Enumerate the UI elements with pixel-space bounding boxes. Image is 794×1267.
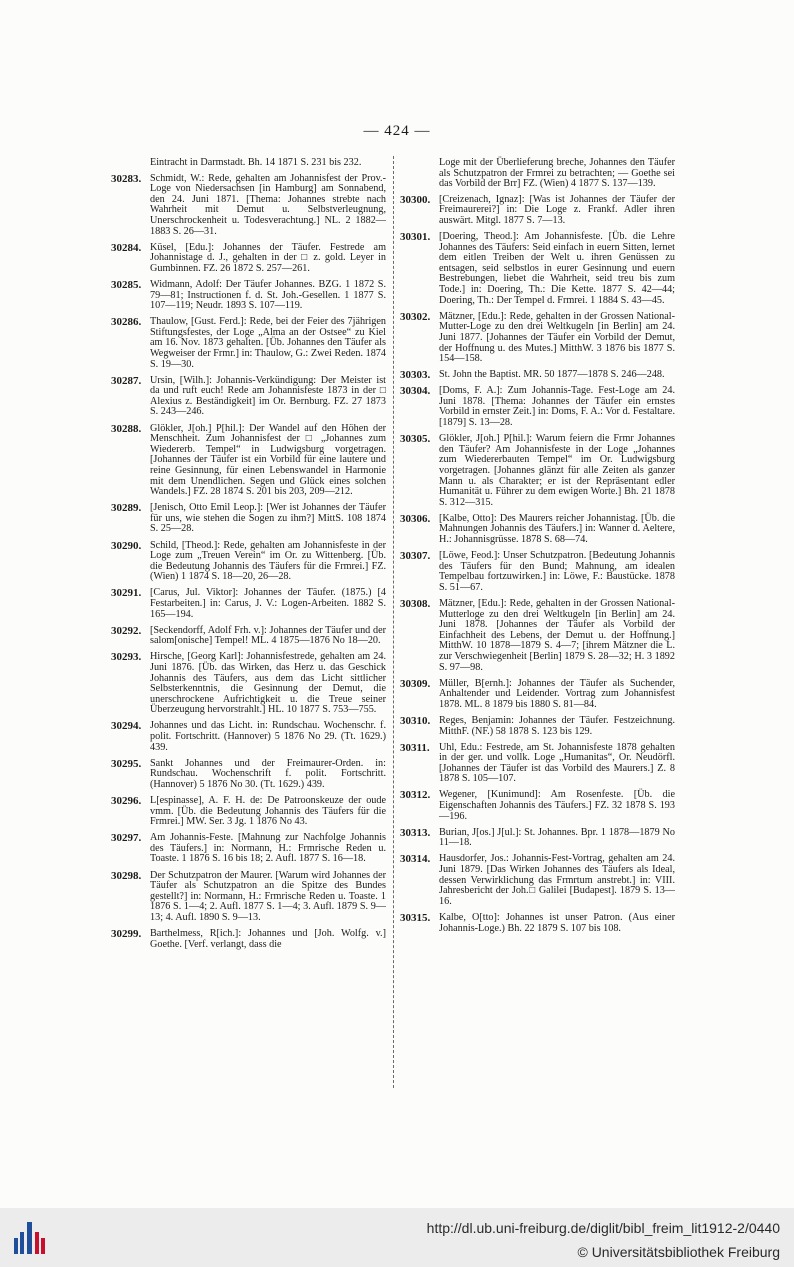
entry-text: [Kalbe, Otto]: Des Maurers reicher Johannistag. [Üb. die Mahnungen Johannis des Täufers.] in: Wanner d. Aeltere, H.: Johannisgrüsse. 1878 S. 68—74. (439, 512, 675, 545)
bibliography-entry (111, 503, 386, 535)
entry-number: 30306. (400, 512, 431, 525)
entry-text: [Doering, Theod.]: Am Johannisfeste. [Üb. die Lehre Johannes des Täufers: Seid einfach in euern Sitten, lernet dem eitlen Treiben der Welt u. ihren Genüssen zu entsagen, seid selbstlos in eurer Gesinnung und euern Bestrebungen, liebet die Wahrheit, seid treu bis zum Tode.] in: Doering, Th.: Die Kette. 1877 S. 42—44; Doering, Th.: Der Tempel d. Frmrei. 1 1884 S. 43—45. (439, 231, 675, 306)
entry-number: 30315. (400, 911, 431, 924)
entry-number: 30298. (111, 869, 142, 882)
entry-text: Burian, J[os.] J[ul.]: St. Johannes. Bpr. 1 1878—1879 No 11—18. (439, 826, 675, 849)
entry-text: Mätzner, [Edu.]: Rede, gehalten in der Grossen National-Mutter-Loge zu den drei Weltkugeln [in Berlin] am 24. Juni 1877. [Johannes der Täufer ein Vorbild der Demut, der Hoffnung u. des Mutes.] MitthW. 3 1876 bis 1877 S. 154—158. (439, 310, 675, 365)
entry-text: Hirsche, [Georg Karl]: Johannisfestrede, gehalten am 24. Juni 1876. [Üb. das Wirken, das Herz u. das Geschick Johannis des Täufers, aus dem das Licht sittlicher Selbsterkenntnis, die Gesinnung der Demut, die unerschrockene Aufrichtigkeit u. die Treue seiner Überzeugung hervorstrahlt.] HL. 10 1877 S. 753—755. (150, 651, 386, 716)
bibliography-entry (400, 434, 675, 508)
bibliography-entry (111, 833, 386, 865)
entry-number: 30312. (400, 789, 431, 802)
bibliography-entry (400, 854, 675, 907)
bibliography-entry (111, 243, 386, 275)
bibliography-entry (111, 541, 386, 583)
bibliography-entry (111, 280, 386, 312)
entry-text: Johannes und das Licht. in: Rundschau. Wochenschr. f. polit. Fortschritt. (Hannover) 5 1876 No 29. (Tt. 1629.) 439. (150, 720, 386, 753)
continuation-text: Loge mit der Überlieferung breche, Johannes den Täufer als Schutzpatron der Frmrei zu betrachten; — Goethe sei das Vorbild der Brr] FZ. (Wien) 4 1877 S. 137—139. (439, 157, 675, 190)
entry-text: [Doms, F. A.]: Zum Johannis-Tage. Fest-Loge am 24. Juni 1878. [Thema: Johannes der Täufer ein ernstes Vorbild in ernster Zeit.] in: Doms, F. A.: Vor d. Festaltare. [1879] S. 13—28. (439, 385, 675, 429)
entry-number: 30302. (400, 310, 431, 323)
bibliography-entry (400, 514, 675, 546)
entry-text: [Seckendorff, Adolf Frh. v.]: Johannes der Täufer und der salom[onische] Tempel! ML. 4 1875—1876 No 18—20. (150, 624, 386, 647)
bibliography-entry (111, 796, 386, 828)
entry-text: Müller, B[ernh.]: Johannes der Täufer als Suchender, Anhaltender und Leidender. Vortrag zum Johannisfest 1878. ML. 8 1879 bis 1880 S. 81—84. (439, 677, 675, 710)
entry-number: 30301. (400, 231, 431, 244)
entry-text: Schmidt, W.: Rede, gehalten am Johannisfest der Prov.-Loge von Niedersachsen [in Hamburg] am Sonnabend, den 24. Juni 1871. [Thema: Johannes strebte nach Wahrheit mit Demut u. Selbstverleugnung, Unerschrockenheit u. Todesverachtung.] NL. 2 1882—1883 S. 26—31. (150, 172, 386, 237)
entry-text: Uhl, Edu.: Festrede, am St. Johannisfeste 1878 gehalten in der ger. und vollk. Loge „Humanitas“, Or. Neudörfl. [Johannes der Täufer ist das Vorbild des Maurers.] Z. 8 1878 S. 105—107. (439, 741, 675, 785)
bibliography-entry (111, 317, 386, 370)
bibliography-entry (400, 312, 675, 365)
entry-text: Reges, Benjamin: Johannes der Täufer. Festzeichnung. MitthF. (NF.) 58 1878 S. 123 bis 129. (439, 714, 675, 737)
source-url-link[interactable]: http://dl.ub.uni-freiburg.de/diglit/bibl_freim_lit1912-2/0440 (426, 1220, 780, 1236)
entry-text: St. John the Baptist. MR. 50 1877—1878 S. 246—248. (439, 369, 665, 381)
entry-number: 30283. (111, 172, 142, 185)
bibliography-entry (400, 370, 675, 381)
entry-text: Thaulow, [Gust. Ferd.]: Rede, bei der Feier des 7jährigen Stiftungsfestes, der Loge „Alma an der Ostsee“ zu Kiel am 16. Nov. 1873 gehalten. [Üb. Johannes den Täufer als Wegweiser der Frmr.] in: Thaulow, G.: Zwei Reden. 1874 S. 19—30. (150, 316, 386, 370)
entry-text: [Creizenach, Ignaz]: [Was ist Johannes der Täufer der Freimaurerei?] in: Die Loge z. Frankf. Adler ihren auswärt. Mitgl. 1877 S. 7—13. (439, 193, 675, 226)
entry-number: 30307. (400, 550, 431, 563)
entry-number: 30313. (400, 826, 431, 839)
bibliography-entry (400, 790, 675, 822)
entry-number: 30311. (400, 741, 430, 754)
entry-text: Hausdorfer, Jos.: Johannis-Fest-Vortrag, gehalten am 24. Juni 1879. [Das Wirken Johannes des Täufers als Ideal, dessen Verwirklichung das Frmrtum anstrebt.] in: VIII. Jahresbericht der Joh.□ Galilei [Budapest]. 1879 S. 13—16. (439, 853, 675, 907)
entry-text: Glökler, J[oh.] P[hil.]: Der Wandel auf den Höhen der Menschheit. Zum Johannisfest der □ „Johannes zum Wiedererb. Tempel“ in Ludwigsburg vorgetragen. [Johannes der Täufer ist ein Vorbild für eine lautere und reine Gesinnung, für einen Lebenswandel in Harmonie mit dem Unendlichen. Segen und Glück eines solchen Wandels.] FZ. 28 1874 S. 201 bis 203, 209—212. (150, 422, 386, 498)
entry-text: Glökler, J[oh.] P[hil.]: Warum feiern die Frmr Johannes den Täufer? Am Johannisfeste in der Loge „Johannes zum Wiedererbauten Tempel“ im Or. Ludwigsburg vorgetragen. [Johannes glänzt für alle Zeiten als ganzer Mann u. als Charakter; er ist der Repräsentant edler Humanität u. Führer zu dem ewigen Worte.] Bh. 21 1878 S. 312—315. (439, 433, 675, 508)
entry-text: Küsel, [Edu.]: Johannes der Täufer. Festrede am Johannistage d. J., gehalten in der □ z. gold. Leyer in Gumbinnen. FZ. 26 1872 S. 257—261. (150, 241, 386, 274)
entry-number: 30293. (111, 651, 142, 664)
entry-text: Kalbe, O[tto]: Johannes ist unser Patron. (Aus einer Johannis-Loge.) Bh. 22 1879 S. 107 bis 108. (439, 911, 675, 934)
entry-number: 30285. (111, 278, 142, 291)
bibliography-entry (400, 195, 675, 227)
entry-number: 30303. (400, 369, 431, 382)
bibliography-entry (400, 386, 675, 428)
bibliography-entry (400, 828, 675, 849)
bibliography-entry (400, 679, 675, 711)
entry-number: 30289. (111, 502, 142, 515)
entry-text: [Carus, Jul. Viktor]: Johannes der Täufer. (1875.) [4 Festarbeiten.] in: Carus, J. V.: Logen-Arbeiten. 1882 S. 165—194. (150, 587, 386, 620)
entry-text: Ursin, [Wilh.]: Johannis-Verkündigung: Der Meister ist da und ruft euch! Rede am Johannisfeste 1873 in der □ Alexius z. Beständigkeit] im Or. Bernburg. FZ. 27 1873 S. 243—246. (150, 374, 386, 418)
bibliography-entry (400, 913, 675, 934)
entry-text: Wegener, [Kunimund]: Am Rosenfeste. [Üb. die Eigenschaften Johannis des Täufers.] FZ. 32 1878 S. 193—196. (439, 789, 675, 822)
entry-number: 30288. (111, 422, 142, 435)
bibliography-entry (111, 626, 386, 647)
bibliography-entry (400, 743, 675, 785)
column-divider (393, 156, 394, 1088)
entry-number: 30294. (111, 720, 142, 733)
entry-number: 30310. (400, 714, 431, 727)
entry-number: 30286. (111, 316, 142, 329)
entry-text: Widmann, Adolf: Der Täufer Johannes. BZG. 1 1872 S. 79—81; Instructionen f. d. St. Joh.-Gesellen. 1 1877 S. 107—119; Neudr. 1893 S. 107—119. (150, 278, 386, 312)
entry-text: Der Schutzpatron der Maurer. [Warum wird Johannes der Täufer als Schutzpatron an die Spitze des Bundes gestellt?] in: Normann, H.: Frmrische Reden u. Toaste. 1 1876 S. 1—4; 2. Aufl. 1877 S. 1—4; 3. Aufl. 1879 S. 9—13; 4. Aufl. 1890 S. 9—13. (150, 869, 386, 923)
bibliography-entry (111, 588, 386, 620)
bibliography-entry (111, 929, 386, 950)
continuation-text: Eintracht in Darmstadt. Bh. 14 1871 S. 231 bis 232. (150, 157, 362, 168)
entry-number: 30284. (111, 241, 142, 254)
bibliography-entry (111, 174, 386, 238)
bibliography-entry (111, 652, 386, 716)
left-column (111, 158, 386, 956)
bibliography-entry (400, 716, 675, 737)
entry-text: Mätzner, [Edu.]: Rede, gehalten in der Grossen National-Mutterloge zu den drei Weltkugeln [in Berlin] am 24. Juni 1878. [Johannes der Täufer als Vorbild der Einfachheit des Lebens, der Demut u. der Hoffnung.] MitthW. 10 1878—1879 S. 4—7; [ihrem Mätzner die L. zur Verschwiegenheit [Berlin] 1879 S. 28—32; H. 3 1892 S. 97—98. (439, 597, 675, 673)
entry-number: 30308. (400, 597, 431, 610)
entry-number: 30304. (400, 385, 431, 398)
entry-text: L[espinasse], A. F. H. de: De Patroonskeuze der oude vmm. [Üb. die Bedeutung Johannis des Täufers für die Frmrei.] MW. Ser. 3 Jg. 1 1876 No 43. (150, 794, 386, 828)
entry-number: 30314. (400, 853, 431, 866)
entry-number: 30305. (400, 433, 431, 446)
bibliography-entry (400, 232, 675, 306)
entry-text: [Löwe, Feod.]: Unser Schutzpatron. [Bedeutung Johannis des Täufers für den Bund; Mahnung, am idealen Tempelbau fortzuwirken.] in: Löwe, F.: Baustücke. 1878 S. 51—67. (439, 550, 675, 593)
entry-number: 30290. (111, 539, 142, 552)
entry-number: 30300. (400, 193, 431, 206)
entry-number: 30291. (111, 587, 142, 600)
bibliography-entry (400, 551, 675, 593)
entry-number: 30295. (111, 757, 142, 770)
entry-number: 30297. (111, 832, 142, 845)
entry-number: 30296. (111, 794, 142, 807)
bibliography-entry (400, 599, 675, 673)
entry-number: 30287. (111, 374, 142, 387)
entry-number: 30299. (111, 928, 142, 940)
page-number: — 424 — (363, 123, 431, 139)
copyright-text: © Universitätsbibliothek Freiburg (577, 1244, 780, 1260)
entry-text: Barthelmess, R[ich.]: Johannes und [Joh. Wolfg. v.] Goethe. [Verf. verlangt, dass die (150, 928, 386, 950)
bibliography-entry (111, 376, 386, 418)
bibliography-entry (111, 871, 386, 924)
ub-freiburg-logo-icon (10, 1218, 50, 1258)
entry-text: Schild, [Theod.]: Rede, gehalten am Johannisfeste in der Loge zum „Treuen Verein“ im Or. zu Wittenberg. [Üb. die Bedeutung Johannis des Täufers für die Frmrei.] FZ. (Wien) 1 1874 S. 18—20, 26—28. (150, 539, 386, 583)
right-column (400, 158, 675, 940)
bibliography-entry (111, 721, 386, 753)
entry-number: 30292. (111, 624, 142, 637)
entry-text: Sankt Johannes und der Freimaurer-Orden. in: Rundschau. Wochenschrift f. polit. Fortschritt. (Hannover) 5 1876 No 30. (Tt. 1629.) 439. (150, 757, 386, 790)
bibliography-entry (111, 759, 386, 791)
entry-text: Am Johannis-Feste. [Mahnung zur Nachfolge Johannis des Täufers.] in: Normann, H.: Frmrische Reden u. Toaste. 1 1876 S. 16 bis 18; 2. Aufl. 1877 S. 16—18. (150, 832, 386, 865)
entry-text: [Jenisch, Otto Emil Leop.]: [Wer ist Johannes der Täufer für uns, wie stehen die Sogen zu ihm?] MittS. 108 1874 S. 25—28. (150, 502, 386, 535)
entry-number: 30309. (400, 677, 431, 690)
bibliography-entry (111, 424, 386, 498)
